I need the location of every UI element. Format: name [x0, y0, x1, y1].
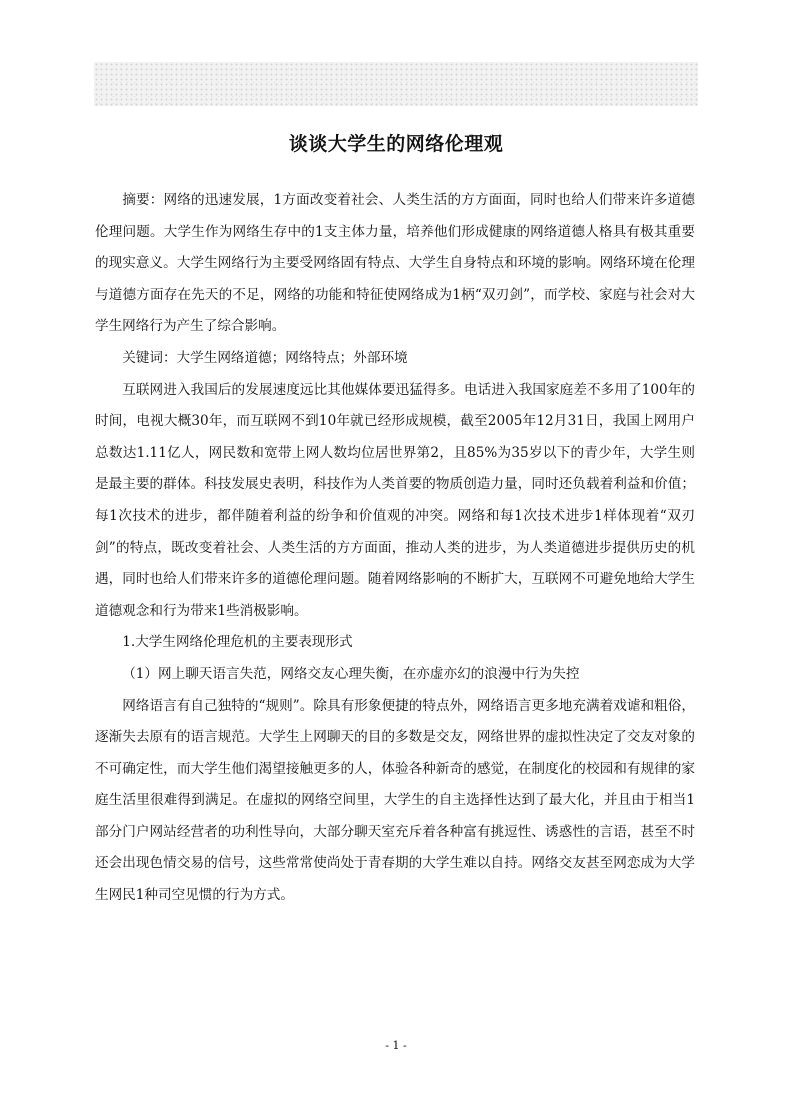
section-heading: 1.大学生网络伦理危机的主要表现形式: [122, 634, 353, 651]
document-body: [95, 185, 695, 912]
abstract-paragraph: 摘要：网络的迅速发展，1方面改变着社会、人类生活的方方面面，同时也给人们带来许多道德伦理问题。大学生作为网络生存中的1支主体力量，培养他们形成健康的网络道德人格具有极其重要的现实意义。大学生网络行为主要受网络固有特点、大学生自身特点和环境的影响。网络环境在伦理与道德方面存在先天的不足，网络的功能和特征使网络成为1柄“双刃剑”，而学校、家庭与社会对大学生网络行为产生了综合影响。: [95, 192, 695, 335]
intro-paragraph: 互联网进入我国后的发展速度远比其他媒体要迅猛得多。电话进入我国家庭差不多用了100年的时间，电视大概30年，而互联网不到10年就已经形成规模，截至2005年12月31日，我国上网用户总数达1.11亿人，网民数和宽带上网人数均位居世界第2，且85%为35岁以下的青少年，大学生则是最主要的群体。科技发展史表明，科技作为人类首要的物质创造力量，同时还负载着利益和价值；每1次技术的进步，都伴随着利益的纷争和价值观的冲突。网络和每1次技术进步1样体现着“双刃剑”的特点，既改变着社会、人类生活的方方面面，推动人类的进步，为人类道德进步提供历史的机遇，同时也给人们带来许多的道德伦理问题。随着网络影响的不断扩大，互联网不可避免地给大学生道德观念和行为带来1些消极影响。: [95, 381, 695, 619]
keywords-paragraph: 关键词：大学生网络道德；网络特点；外部环境: [122, 349, 408, 366]
header-watermark-band: [94, 62, 698, 106]
document-title: 谈谈大学生的网络伦理观: [288, 133, 504, 155]
page-number: - 1 -: [385, 1039, 407, 1052]
subsection-heading: （1）网上聊天语言失范，网络交友心理失衡，在亦虚亦幻的浪漫中行为失控: [122, 665, 580, 682]
body-paragraph: 网络语言有自己独特的“规则”。除具有形象便捷的特点外，网络语言更多地充满着戏谑和粗俗，逐渐失去原有的语言规范。大学生上网聊天的目的多数是交友，网络世界的虚拟性决定了交友对象的不可确定性，而大学生他们渴望接触更多的人，体验各种新奇的感觉，在制度化的校园和有规律的家庭生活里很难得到满足。在虚拟的网络空间里，大学生的自主选择性达到了最大化，并且由于相当1部分门户网站经营者的功利性导向，大部分聊天室充斥着各种富有挑逗性、诱惑性的言语，甚至不时还会出现色情交易的信号，这些常常使尚处于青春期的大学生难以自持。网络交友甚至网恋成为大学生网民1种司空见惯的行为方式。: [95, 697, 695, 904]
